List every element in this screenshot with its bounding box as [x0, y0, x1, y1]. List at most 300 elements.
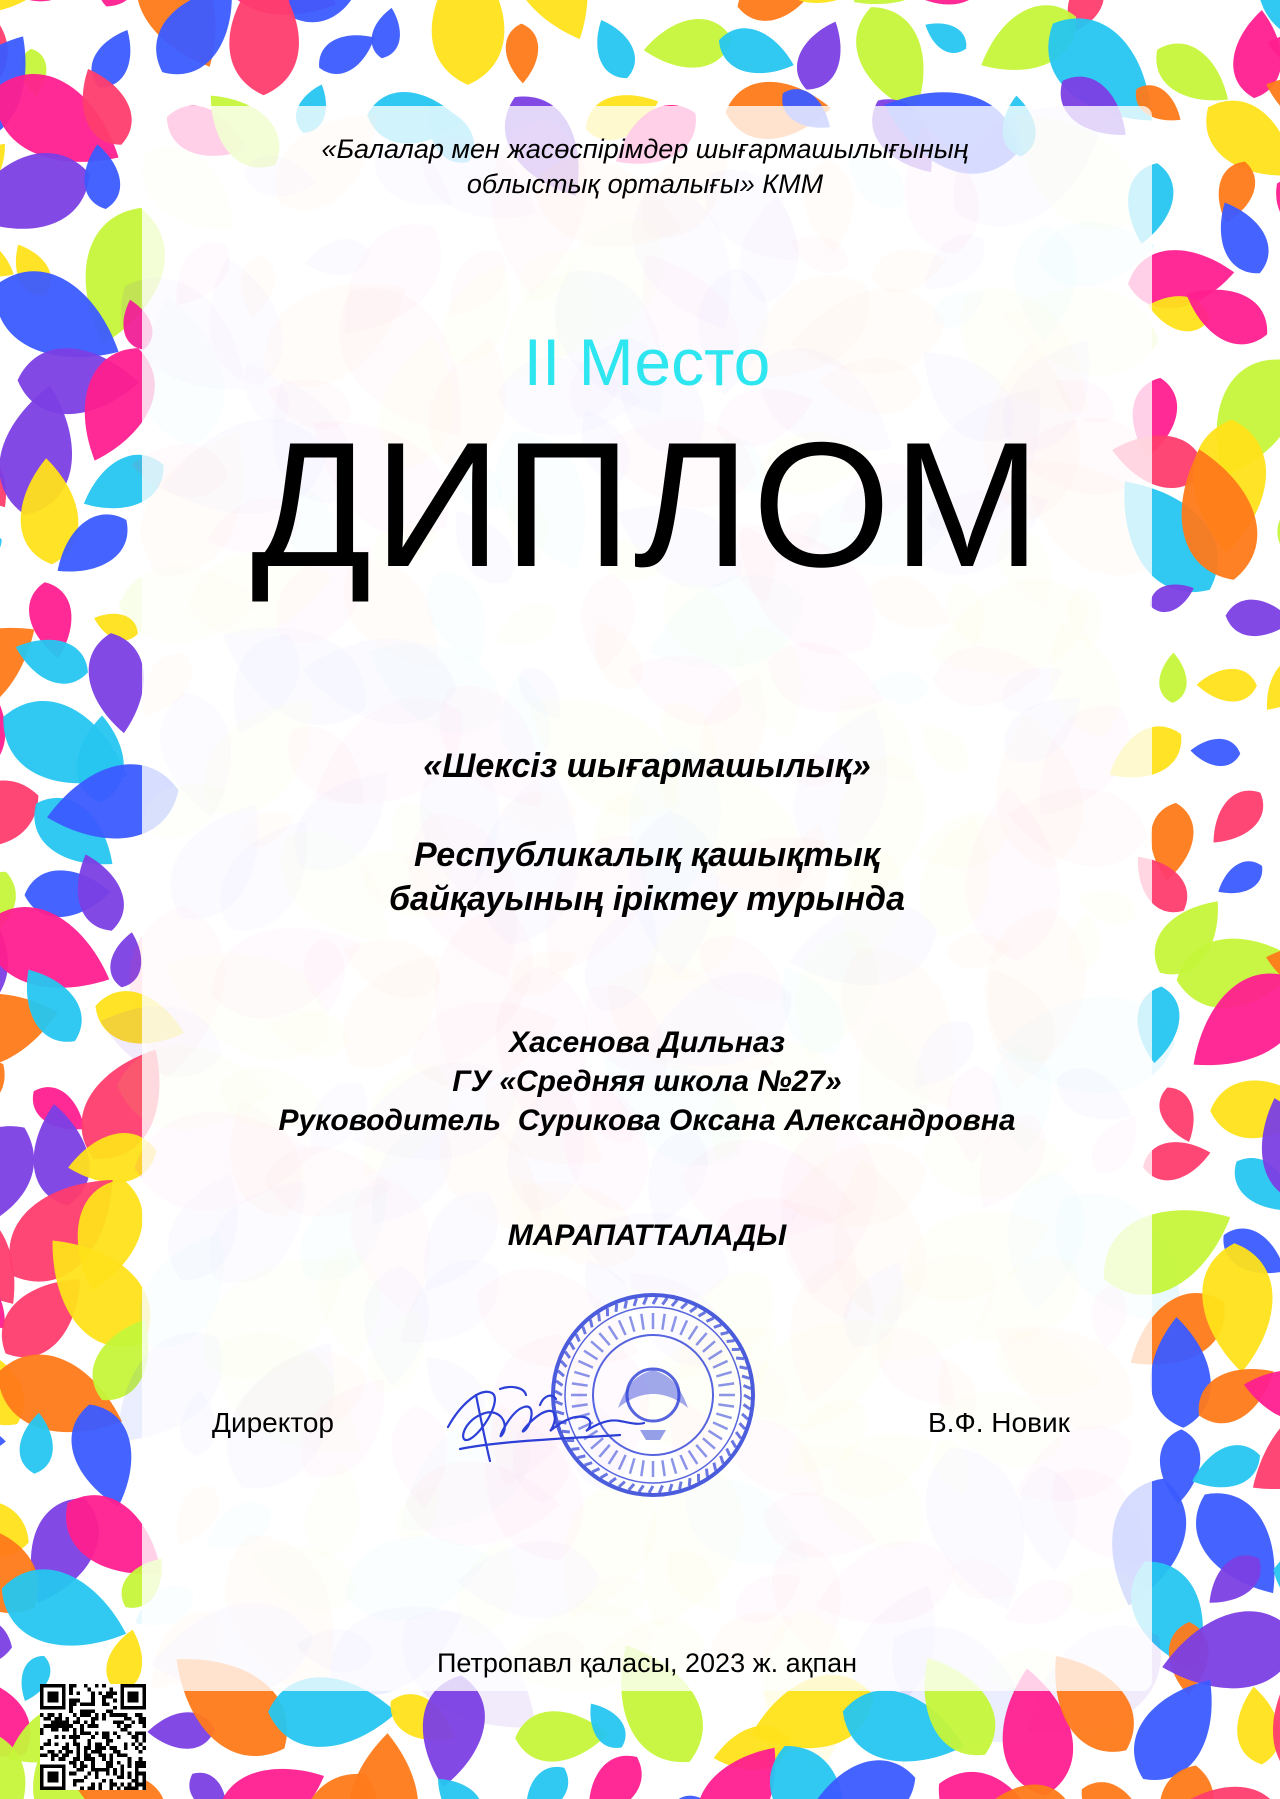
qr-module	[73, 1735, 77, 1739]
seal-mark	[709, 1351, 722, 1360]
qr-module	[139, 1742, 143, 1746]
qr-module	[98, 1753, 102, 1757]
qr-module	[77, 1717, 81, 1721]
qr-module	[117, 1735, 121, 1739]
qr-module	[124, 1786, 128, 1790]
qr-module	[66, 1717, 70, 1721]
seal-mark	[713, 1422, 728, 1429]
seal-mark	[744, 1385, 751, 1388]
qr-module	[102, 1713, 106, 1717]
qr-module	[98, 1746, 102, 1750]
seal-mark	[629, 1484, 634, 1490]
qr-module	[95, 1717, 99, 1721]
qr-module	[84, 1746, 88, 1750]
qr-module	[113, 1713, 117, 1717]
director-name: В.Ф. Новик	[928, 1407, 1070, 1438]
qr-module	[131, 1742, 135, 1746]
qr-module	[44, 1742, 48, 1746]
qr-module	[44, 1724, 48, 1728]
seal-mark	[570, 1343, 574, 1350]
qr-module	[69, 1735, 73, 1739]
qr-module	[91, 1761, 95, 1765]
qr-module	[84, 1753, 88, 1757]
qr-module	[117, 1750, 121, 1754]
qr-module	[51, 1721, 55, 1725]
qr-module	[51, 1750, 55, 1754]
qr-module	[95, 1772, 99, 1776]
qr-module	[84, 1713, 88, 1717]
qr-module	[91, 1710, 95, 1714]
qr-module	[88, 1757, 92, 1761]
qr-module	[142, 1684, 146, 1710]
qr-module	[117, 1724, 121, 1728]
qr-module	[80, 1702, 84, 1706]
qr-module	[95, 1768, 99, 1772]
qr-module	[69, 1710, 73, 1714]
qr-module	[55, 1721, 59, 1725]
qr-module	[139, 1764, 143, 1768]
seal-mark	[703, 1341, 715, 1351]
decor-drop	[1196, 668, 1257, 702]
organization-line: облыстық орталығы» КММ	[466, 169, 824, 199]
qr-module	[62, 1764, 66, 1790]
qr-module	[142, 1721, 146, 1725]
qr-module	[106, 1742, 110, 1746]
qr-module	[128, 1775, 132, 1779]
qr-module	[77, 1742, 81, 1746]
seal-mark	[653, 1297, 657, 1304]
qr-module	[84, 1757, 88, 1761]
seal-mark	[576, 1334, 579, 1341]
diploma-title: ДИПЛОМ	[251, 405, 1043, 604]
qr-module	[51, 1724, 55, 1728]
qr-module	[40, 1684, 66, 1688]
seal-mark	[690, 1307, 696, 1312]
qr-module	[139, 1783, 143, 1787]
seal-mark	[663, 1298, 668, 1304]
qr-module	[91, 1750, 95, 1754]
qr-module	[124, 1713, 128, 1717]
qr-module	[91, 1699, 95, 1703]
decor-drop	[1153, 1082, 1204, 1148]
qr-module	[113, 1746, 117, 1750]
qr-module	[106, 1768, 110, 1772]
seal-mark	[689, 1478, 690, 1486]
seal-mark	[609, 1326, 618, 1339]
qr-module	[102, 1768, 106, 1772]
decor-drop	[0, 527, 7, 571]
qr-module	[131, 1786, 135, 1790]
seal-mark	[680, 1482, 682, 1490]
decor-drop	[1200, 780, 1274, 855]
qr-module	[95, 1684, 99, 1688]
qr-module	[84, 1702, 88, 1706]
qr-module	[77, 1721, 81, 1725]
qr-module	[66, 1750, 70, 1754]
seal-mark	[590, 1320, 592, 1328]
seal-mark	[696, 1333, 706, 1345]
qr-module	[40, 1728, 44, 1732]
qr-module	[80, 1764, 84, 1768]
qr-module	[84, 1732, 88, 1736]
organization-line: «Балалар мен жасөспірімдер шығармашылығының	[321, 134, 969, 164]
qr-module	[120, 1772, 124, 1776]
decor-drop	[0, 0, 48, 16]
qr-module	[109, 1786, 113, 1790]
qr-module	[106, 1764, 110, 1768]
qr-module	[142, 1732, 146, 1736]
qr-module	[128, 1717, 132, 1721]
seal-mark	[742, 1414, 748, 1419]
seal-mark	[619, 1482, 625, 1487]
seal-mark	[736, 1432, 741, 1438]
qr-module	[106, 1702, 110, 1706]
qr-module	[80, 1728, 84, 1732]
qr-module	[142, 1761, 146, 1765]
decor-drop	[919, 14, 973, 60]
qr-module	[117, 1721, 121, 1725]
decor-drop	[1233, 1684, 1280, 1766]
qr-module	[109, 1710, 113, 1714]
qr-module	[109, 1713, 113, 1717]
qr-module	[47, 1717, 51, 1721]
qr-code-icon	[40, 1684, 146, 1790]
seal-mark	[703, 1438, 715, 1448]
qr-module	[84, 1750, 88, 1754]
qr-module	[66, 1728, 70, 1732]
qr-module	[73, 1684, 77, 1688]
qr-module	[109, 1753, 113, 1757]
qr-module	[139, 1772, 143, 1776]
qr-module	[88, 1688, 92, 1692]
qr-module	[88, 1713, 92, 1717]
place-heading: II Место	[523, 325, 771, 399]
qr-module	[113, 1691, 117, 1695]
qr-module	[91, 1786, 95, 1790]
qr-module	[120, 1728, 124, 1732]
qr-module	[51, 1753, 55, 1757]
organization-name	[140, 132, 1150, 202]
seal-mark	[649, 1486, 653, 1493]
qr-module	[135, 1761, 139, 1765]
qr-module	[120, 1706, 146, 1710]
qr-module	[40, 1753, 44, 1757]
qr-module	[102, 1746, 106, 1750]
qr-module	[47, 1742, 51, 1746]
awardee-name: Хасенова Дильназ	[509, 1026, 785, 1059]
qr-module	[95, 1775, 99, 1779]
qr-module	[62, 1757, 66, 1761]
seal-mark	[634, 1298, 636, 1306]
qr-module	[117, 1775, 121, 1779]
qr-module	[117, 1761, 121, 1765]
seal-mark	[565, 1352, 570, 1358]
qr-module	[113, 1772, 117, 1776]
qr-module	[109, 1783, 113, 1787]
decor-drop	[204, 1747, 337, 1799]
qr-module	[88, 1702, 92, 1706]
qr-module	[51, 1713, 55, 1717]
qr-module	[73, 1728, 77, 1732]
seal-mark	[689, 1326, 698, 1339]
qr-module	[69, 1761, 73, 1765]
qr-module	[142, 1786, 146, 1790]
qr-module	[142, 1746, 146, 1750]
qr-module	[117, 1786, 121, 1790]
qr-module	[88, 1739, 92, 1743]
qr-module	[88, 1772, 92, 1776]
qr-module	[91, 1721, 95, 1725]
qr-module	[128, 1764, 132, 1768]
qr-module	[109, 1757, 113, 1761]
qr-module	[62, 1735, 66, 1739]
qr-module	[66, 1742, 70, 1746]
qr-module	[58, 1724, 62, 1728]
qr-module	[102, 1699, 106, 1703]
qr-module	[69, 1688, 73, 1692]
qr-module	[139, 1713, 143, 1717]
qr-module	[106, 1761, 110, 1765]
seal-mark	[680, 1320, 687, 1335]
qr-module	[102, 1684, 106, 1688]
seal-mark	[591, 1341, 603, 1351]
qr-module	[124, 1746, 128, 1750]
qr-module	[91, 1764, 95, 1768]
qr-module	[40, 1746, 44, 1750]
qr-module	[128, 1724, 132, 1728]
qr-module	[120, 1684, 124, 1710]
qr-module	[95, 1732, 99, 1736]
contest-name: «Шексіз шығармашылық»	[423, 747, 871, 785]
qr-module	[47, 1739, 51, 1743]
qr-module	[128, 1783, 132, 1787]
qr-module	[40, 1786, 66, 1790]
qr-module	[120, 1768, 124, 1772]
qr-module	[139, 1732, 143, 1736]
qr-module	[69, 1724, 73, 1728]
qr-module	[139, 1721, 143, 1725]
qr-module	[142, 1739, 146, 1743]
qr-module	[47, 1724, 51, 1728]
decor-drop	[585, 13, 642, 85]
qr-module	[135, 1768, 139, 1772]
decor-drop	[712, 20, 800, 85]
seal-mark	[740, 1367, 748, 1369]
qr-module	[106, 1732, 110, 1736]
qr-module	[142, 1772, 146, 1776]
decor-drop	[732, 0, 821, 28]
qr-module	[47, 1713, 51, 1717]
qr-module	[58, 1713, 62, 1717]
qr-module	[142, 1717, 146, 1721]
qr-module	[62, 1684, 66, 1710]
seal-mark	[716, 1372, 731, 1377]
qr-module	[73, 1761, 77, 1765]
decor-drop	[1272, 505, 1280, 576]
qr-module	[95, 1713, 99, 1717]
qr-module	[91, 1735, 95, 1739]
qr-module	[131, 1779, 135, 1783]
qr-module	[40, 1764, 44, 1790]
qr-module	[88, 1786, 92, 1790]
qr-module	[69, 1750, 73, 1754]
awardee-supervisor: Руководитель Сурикова Оксана Александровна	[278, 1104, 1016, 1137]
seal-mark	[625, 1301, 627, 1309]
seal-mark	[740, 1423, 745, 1429]
qr-module	[88, 1753, 92, 1757]
qr-module	[77, 1779, 81, 1783]
qr-module	[102, 1753, 106, 1757]
seal-mark	[709, 1431, 722, 1440]
qr-module	[88, 1732, 92, 1736]
seal-mark	[662, 1460, 664, 1476]
qr-module	[47, 1750, 51, 1754]
qr-module	[69, 1699, 73, 1703]
seal-mark	[672, 1316, 677, 1331]
qr-module	[135, 1713, 139, 1717]
seal-mark	[727, 1448, 730, 1455]
qr-module	[139, 1757, 143, 1761]
qr-module	[95, 1746, 99, 1750]
seal-mark	[681, 1303, 687, 1308]
qr-module	[131, 1735, 135, 1739]
qr-module	[139, 1761, 143, 1765]
qr-module	[84, 1710, 88, 1714]
decor-drop	[1211, 854, 1269, 904]
qr-module	[120, 1764, 124, 1768]
qr-module	[106, 1710, 110, 1714]
qr-module	[139, 1750, 143, 1754]
qr-module	[69, 1691, 73, 1695]
qr-module	[120, 1775, 124, 1779]
qr-module	[77, 1699, 81, 1703]
qr-module	[69, 1772, 73, 1776]
qr-module	[58, 1750, 62, 1754]
qr-module	[124, 1753, 128, 1757]
qr-module	[120, 1783, 124, 1787]
qr-module	[95, 1750, 99, 1754]
qr-module	[55, 1742, 59, 1746]
qr-module	[120, 1684, 146, 1688]
qr-module	[91, 1724, 95, 1728]
qr-module	[73, 1742, 77, 1746]
qr-module	[55, 1728, 59, 1732]
decor-drop	[904, 0, 991, 13]
qr-module	[124, 1717, 128, 1721]
qr-module	[128, 1772, 132, 1776]
qr-module	[91, 1691, 95, 1695]
seal-mark	[584, 1351, 597, 1360]
qr-module	[69, 1684, 73, 1688]
qr-module	[91, 1783, 95, 1787]
qr-module	[44, 1717, 48, 1721]
qr-module	[84, 1775, 88, 1779]
qr-module	[135, 1779, 139, 1783]
qr-module	[73, 1699, 77, 1703]
qr-module	[98, 1691, 102, 1695]
qr-module	[91, 1717, 95, 1721]
qr-module	[142, 1724, 146, 1728]
decor-drop	[1275, 1305, 1280, 1359]
seal-mark	[610, 1478, 616, 1483]
qr-module	[109, 1691, 113, 1695]
qr-module	[62, 1724, 66, 1728]
qr-module	[73, 1779, 77, 1783]
seal-mark	[619, 1320, 626, 1335]
seal-mark	[659, 1486, 662, 1493]
qr-module	[95, 1742, 99, 1746]
qr-module	[109, 1688, 113, 1692]
seal-mark	[670, 1484, 672, 1492]
seal-mark	[696, 1445, 706, 1457]
director-title: Директор	[212, 1407, 334, 1438]
decor-drop	[0, 373, 2, 456]
seal-mark	[716, 1414, 731, 1419]
seal-mark	[680, 1455, 687, 1470]
seal-mark	[744, 1395, 751, 1399]
seal-mark	[718, 1404, 734, 1406]
qr-module	[102, 1735, 106, 1739]
seal-mark	[599, 1313, 600, 1321]
decor-drop	[1190, 737, 1242, 767]
qr-module	[88, 1724, 92, 1728]
qr-module	[109, 1739, 113, 1743]
decor-drop	[346, 1731, 422, 1799]
qr-module	[120, 1753, 124, 1757]
qr-module	[142, 1783, 146, 1787]
qr-module	[106, 1695, 110, 1699]
qr-module	[88, 1746, 92, 1750]
qr-module	[120, 1721, 124, 1725]
decor-drop	[788, 14, 854, 98]
seal-mark	[721, 1456, 724, 1464]
qr-module	[106, 1739, 110, 1743]
qr-module	[91, 1695, 95, 1699]
qr-module	[66, 1753, 70, 1757]
qr-module	[47, 1772, 58, 1783]
qr-module	[109, 1746, 113, 1750]
qr-module	[98, 1783, 102, 1787]
seal-mark	[727, 1341, 735, 1342]
qr-module	[80, 1732, 84, 1736]
qr-module	[113, 1732, 117, 1736]
seal-mark	[736, 1358, 744, 1359]
qr-module	[77, 1757, 81, 1761]
qr-module	[77, 1746, 81, 1750]
place-and-date: Петропавл қаласы, 2023 ж. ақпан	[436, 1648, 858, 1678]
qr-module	[91, 1757, 95, 1761]
seal-mark	[672, 1300, 677, 1306]
qr-module	[98, 1786, 102, 1790]
decor-drop	[1253, 646, 1280, 721]
qr-module	[124, 1742, 128, 1746]
qr-module	[113, 1783, 117, 1787]
qr-module	[62, 1753, 66, 1757]
qr-module	[102, 1695, 106, 1699]
seal-mark	[639, 1486, 644, 1492]
seal-mark	[714, 1325, 722, 1328]
qr-module	[73, 1713, 77, 1717]
decor-drop	[513, 1758, 578, 1799]
seal-mark	[699, 1312, 706, 1316]
qr-module	[113, 1699, 117, 1703]
qr-module	[98, 1750, 102, 1754]
qr-module	[69, 1702, 73, 1706]
qr-module	[102, 1717, 106, 1721]
seal-mark	[744, 1405, 750, 1410]
awardee-block	[142, 1023, 1152, 1140]
seal-mark	[718, 1383, 734, 1385]
